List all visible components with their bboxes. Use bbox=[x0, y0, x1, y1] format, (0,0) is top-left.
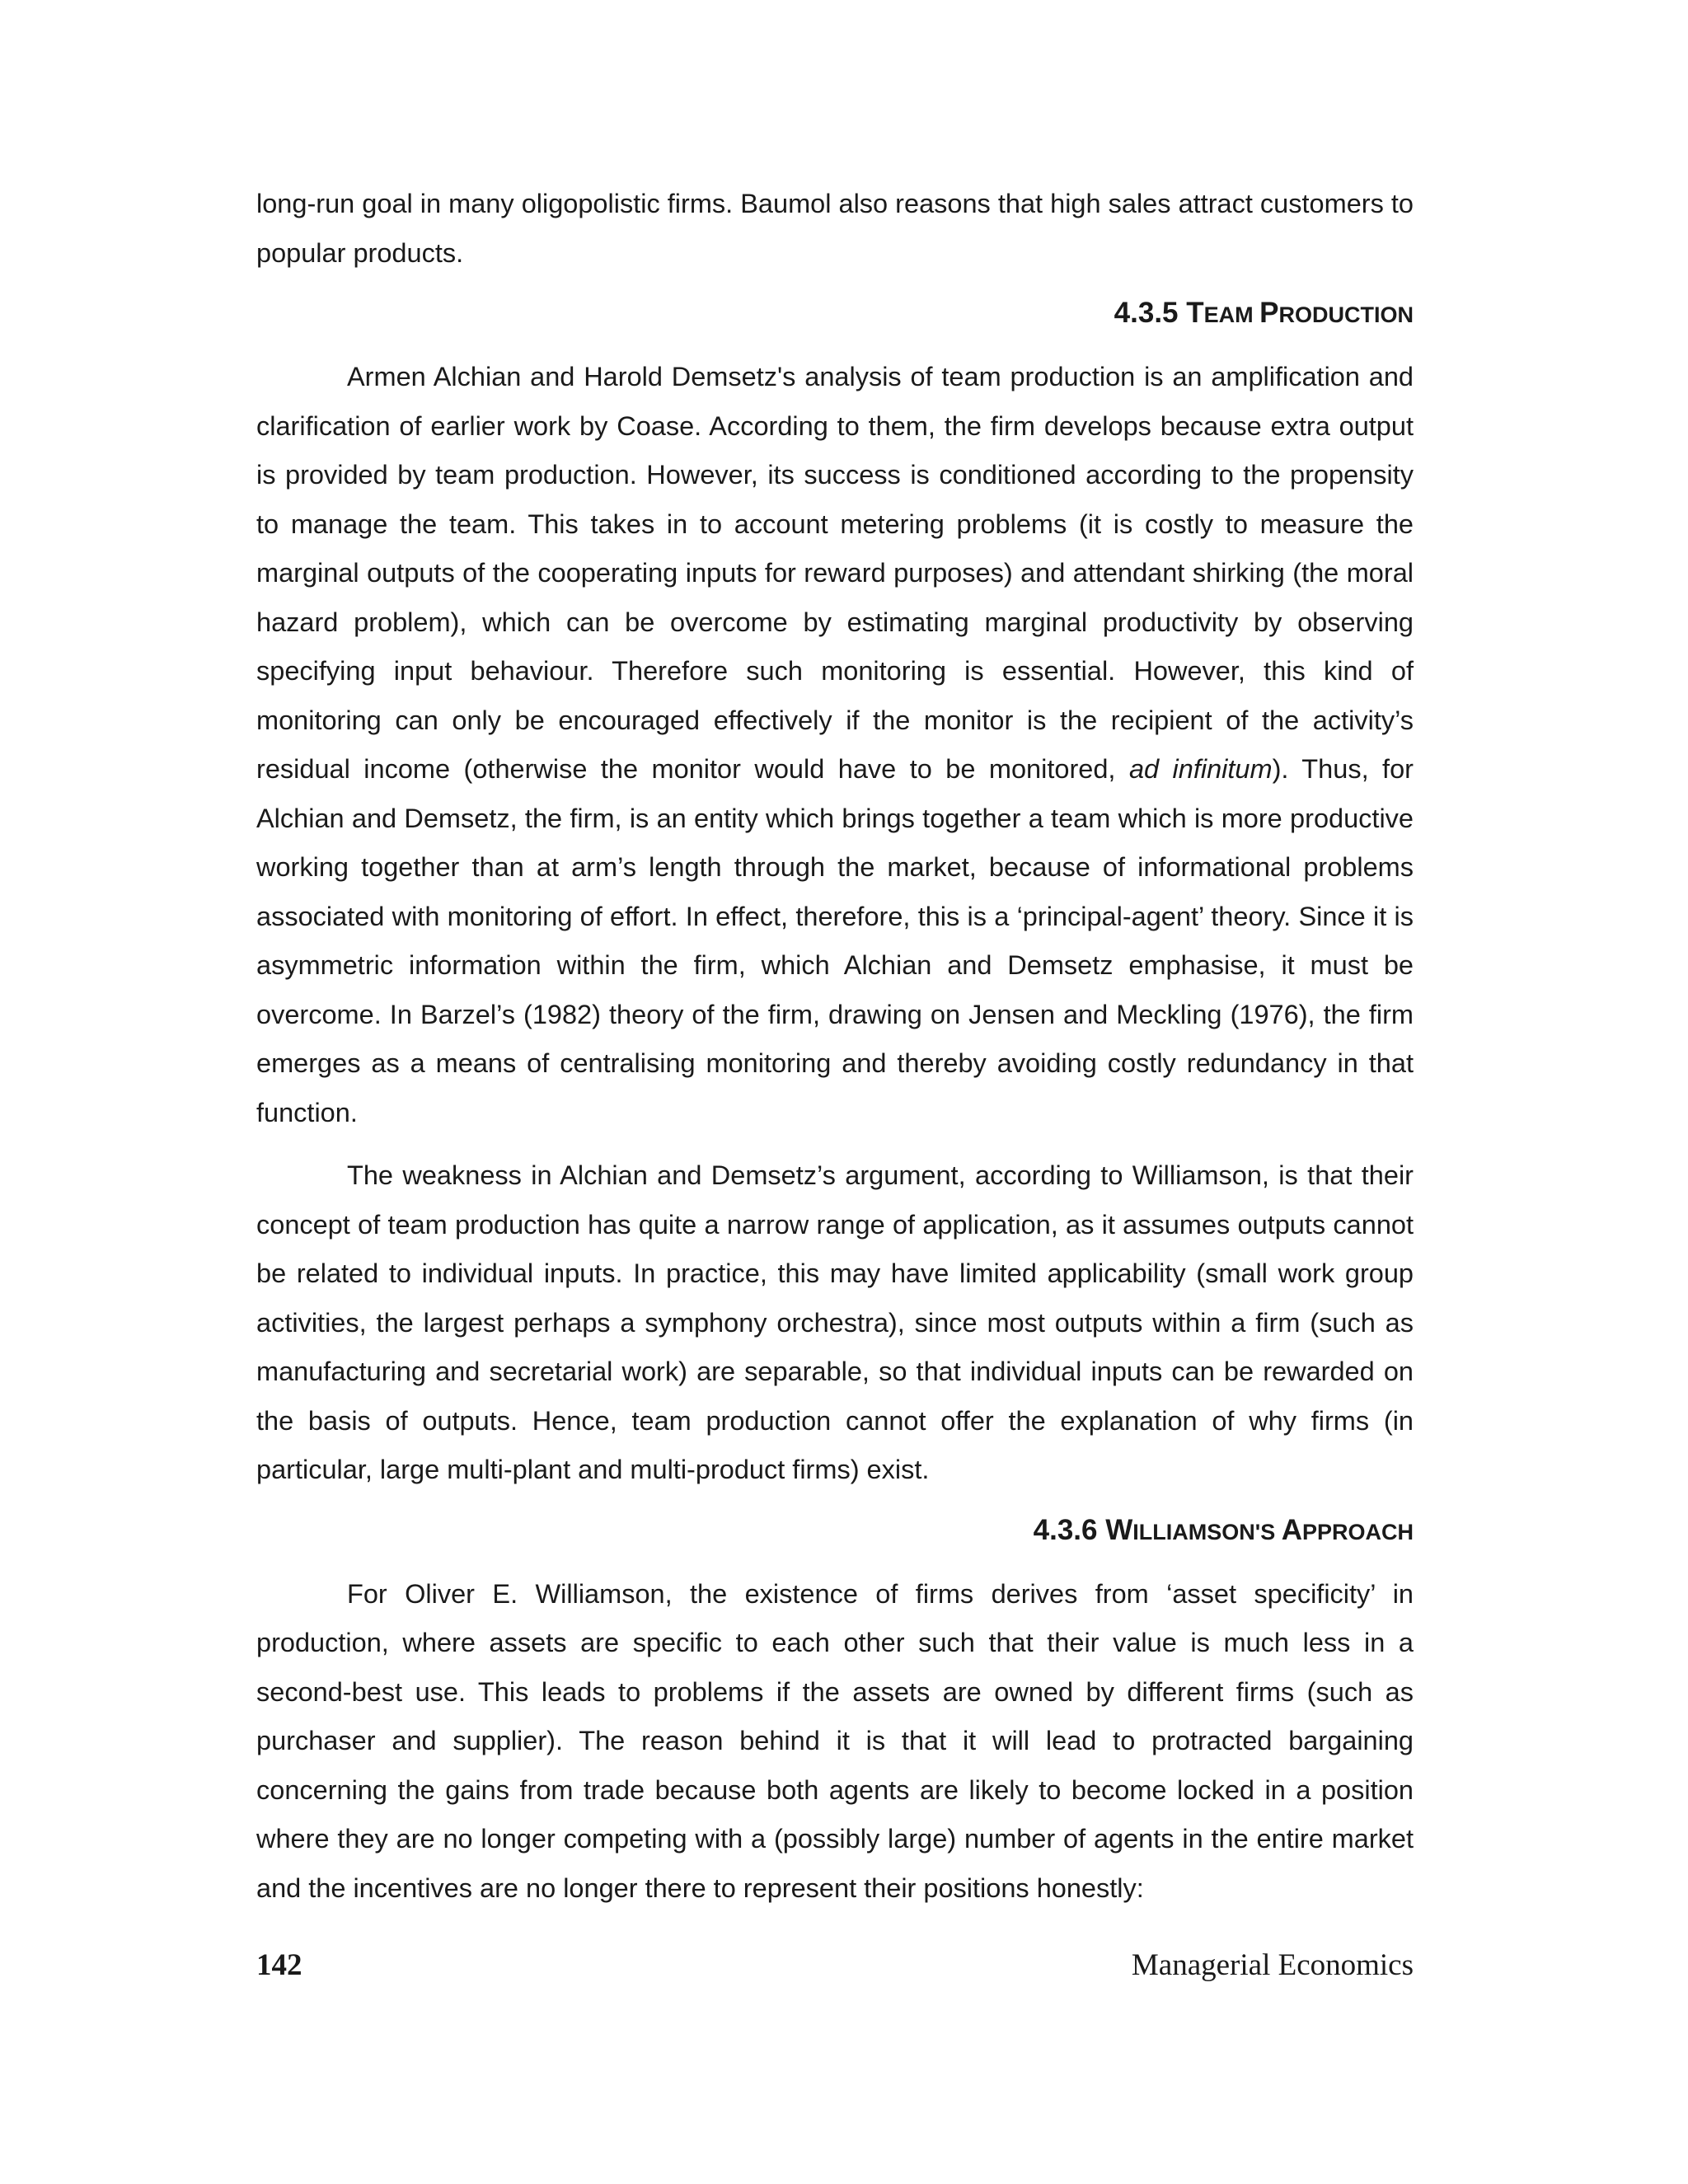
heading-smallcaps: PPROACH bbox=[1301, 1519, 1414, 1544]
heading-initial: A bbox=[1281, 1513, 1302, 1546]
page-footer bbox=[256, 1945, 1414, 1986]
heading-smallcaps: RODUCTION bbox=[1278, 302, 1414, 327]
heading-initial: W bbox=[1105, 1513, 1133, 1546]
page-number: 142 bbox=[256, 1948, 302, 1982]
section-heading-williamson-approach bbox=[256, 1509, 1414, 1554]
heading-number: 4.3.6 bbox=[1033, 1513, 1106, 1546]
heading-initial: T bbox=[1186, 297, 1204, 329]
paragraph-weakness: The weakness in Alchian and Demsetz’s argument, according to Williamson, is that their concept of team production has quite a narrow range of application, as it assumes outputs cannot be related to individual inputs. In practice, this may have limited applicability (small work group activities, the largest perhaps a symphony orchestra), since most outputs within a firm (such as manufacturing and secretarial work) are separable, so that individual inputs can be rewarded on the basis of outputs. Hence, team production cannot offer the explanation of why firms (in particular, large multi-plant and multi-product firms) exist. bbox=[256, 1160, 1414, 1484]
paragraph-text: ). Thus, for Alchian and Demsetz, the firm, is an entity which brings together a team which is more productive working together than at arm’s length through the market, because of informational problems associated with monitoring of effort. In effect, therefore, this is a ‘principal-agent’ theory. Since it is asymmetric information within the firm, which Alchian and Demsetz emphasise, it must be overcome. In Barzel’s (1982) theory of the firm, drawing on Jensen and Meckling (1976), the firm emerges as a means of centralising monitoring and thereby avoiding costly redundancy in that function. bbox=[256, 754, 1414, 1127]
paragraph-williamson: For Oliver E. Williamson, the existence of firms derives from ‘asset specificity’ in production, where assets are specific to each other such that their value is much less in a second-best use. This leads to problems if the assets are owned by different firms (such as purchaser and supplier). The reason behind it is that it will lead to protracted bargaining concerning the gains from trade because both agents are likely to become locked in a position where they are no longer competing with a (possibly large) number of agents in the entire market and the incentives are no longer there to represent their positions honestly: bbox=[256, 1578, 1414, 1903]
heading-initial: P bbox=[1259, 297, 1279, 329]
paragraph-alchian-demsetz bbox=[256, 353, 1414, 1137]
heading-number: 4.3.5 bbox=[1114, 297, 1187, 329]
section-heading-team-production bbox=[256, 292, 1414, 336]
book-title: Managerial Economics bbox=[1131, 1948, 1414, 1982]
heading-smallcaps: EAM bbox=[1203, 302, 1260, 327]
paragraph-text: Armen Alchian and Harold Demsetz's analysis of team production is an amplification and clarification of earlier work by Coase. According to them, the firm develops because extra output is provided by team production. However, its success is conditioned according to the propensity to manage the team. This takes in to account metering problems (it is costly to measure the marginal outputs of the cooperating inputs for reward purposes) and attendant shirking (the moral hazard problem), which can be overcome by estimating marginal productivity by observing specifying input behaviour. Therefore such monitoring is essential. However, this kind of monitoring can only be encouraged effectively if the monitor is the recipient of the activity’s residual income (otherwise the monitor would have to be monitored, bbox=[256, 362, 1414, 784]
heading-smallcaps: ILLIAMSON'S bbox=[1132, 1519, 1282, 1544]
page-body bbox=[256, 180, 1414, 1927]
paragraph-baumol-continued: long-run goal in many oligopolistic firms. Baumol also reasons that high sales attract customers to popular products. bbox=[256, 189, 1414, 268]
italic-phrase: ad infinitum bbox=[1128, 754, 1273, 784]
